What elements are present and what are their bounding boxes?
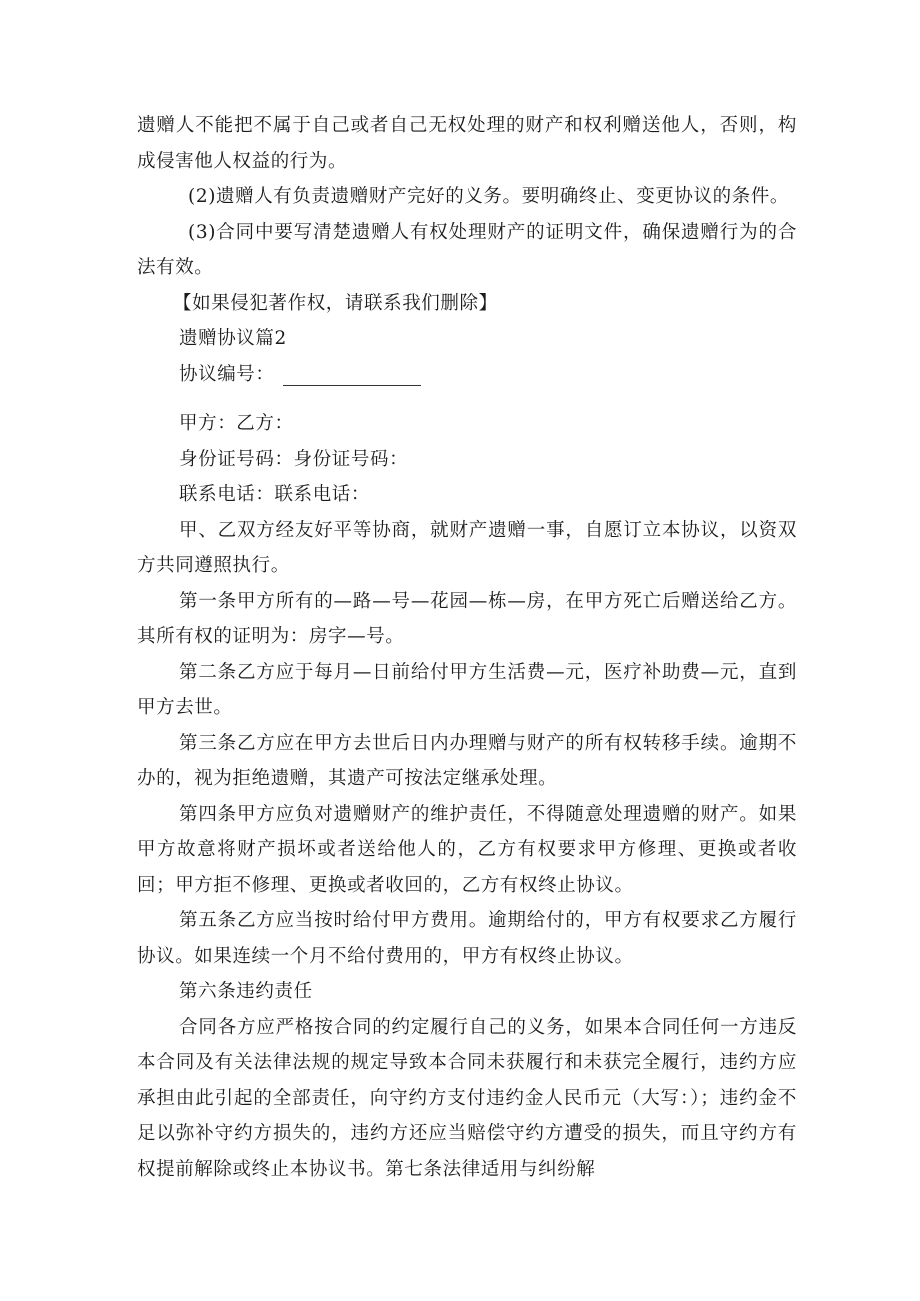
article-6-body: 合同各方应严格按合同的约定履行自己的义务，如果本合同任何一方违反本合同及有关法律法规的规定导致本合同未获履行和未获完全履行，违约方应承担由此引起的全部责任，向守约方支付违约金人民币元（大写：）；违约金不足以弥补守约方损失的，违约方还应当赔偿守约方遭受的损失，而且守约方有权提前解除或终止本协议书。第七条法律适用与纠纷解 [137, 1016, 797, 1180]
article-3: 第三条乙方应在甲方去世后日内办理赠与财产的所有权转移手续。逾期不办的，视为拒绝遗赠，其遗产可按法定继承处理。 [137, 732, 797, 789]
copyright-notice: 【如果侵犯著作权，请联系我们删除】 [173, 292, 498, 314]
spacer [137, 392, 797, 406]
document-body [137, 108, 797, 1187]
phone-line: 联系电话：联系电话： [179, 484, 371, 505]
agreement-number-label: 协议编号： [179, 363, 275, 385]
article-4: 第四条甲方应负对遗赠财产的维护责任，不得随意处理遗赠的财产。如果甲方故意将财产损坏或者送给他人的，乙方有权要求甲方修理、更换或者收回；甲方拒不修理、更换或者收回的，乙方有权终止协议。 [137, 803, 797, 896]
agreement-number-line [137, 357, 797, 393]
article-6-title: 第六条违约责任 [179, 981, 313, 1002]
article-2: 第二条乙方应于每月—日前给付甲方生活费—元，医疗补助费—元，直到甲方去世。 [137, 661, 797, 718]
paragraph-bequest-restriction: 遗赠人不能把不属于自己或者自己无权处理的财产和权利赠送他人，否则，构成侵害他人权益的行为。 [137, 115, 797, 172]
parties-line: 甲方：乙方： [179, 413, 294, 434]
section-title: 遗赠协议篇2 [179, 328, 287, 349]
agreement-number-blank [283, 363, 421, 386]
article-1: 第一条甲方所有的—路—号—花园—栋—房，在甲方死亡后赠送给乙方。其所有权的证明为：房字—号。 [137, 590, 797, 647]
paragraph-intro: 甲、乙双方经友好平等协商，就财产遗赠一事，自愿订立本协议，以资双方共同遵照执行。 [137, 519, 797, 576]
id-number-line: 身份证号码：身份证号码： [179, 448, 409, 470]
article-5: 第五条乙方应当按时给付甲方费用。逾期给付的，甲方有权要求乙方履行协议。如果连续一个月不给付费用的，甲方有权终止协议。 [137, 910, 797, 967]
paragraph-item-2: (2)遗赠人有负责遗赠财产完好的义务。要明确终止、变更协议的条件。 [188, 186, 790, 207]
paragraph-item-3: (3)合同中要写清楚遗赠人有权处理财产的证明文件，确保遗赠行为的合法有效。 [137, 221, 797, 278]
